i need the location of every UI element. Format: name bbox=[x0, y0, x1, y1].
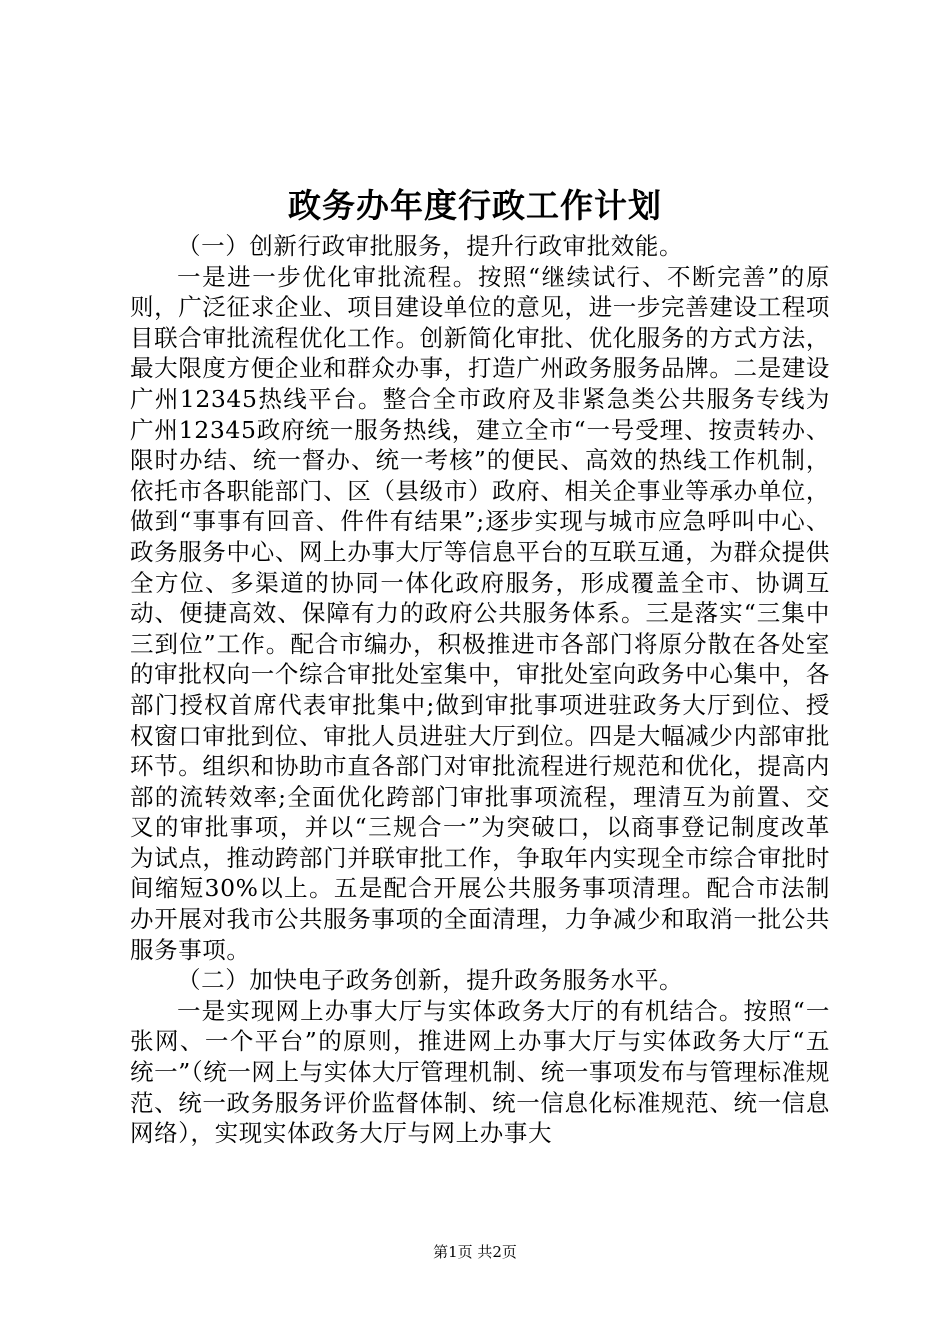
body-paragraph-2: 一是实现网上办事大厅与实体政务大厅的有机结合。按照“一张网、一个平台”的原则，推进网上办事大厅与实体政务大厅“五统一”（统一网上与实体大厅管理机制、统一事项发布与管理标准规范、统一政务服务评价监督体制、统一信息化标准规范、统一信息网络），实现实体政务大厅与网上办事大 bbox=[130, 996, 830, 1148]
document-title: 政务办年度行政工作计划 bbox=[288, 186, 662, 225]
section-heading-1: （一）创新行政审批服务，提升行政审批效能。 bbox=[177, 232, 684, 260]
section-heading-2: （二）加快电子政务创新，提升政务服务水平。 bbox=[177, 966, 684, 995]
document-body bbox=[130, 231, 830, 1149]
body-paragraph-1: 一是进一步优化审批流程。按照“继续试行、不断完善”的原则，广泛征求企业、项目建设单位的意见，进一步完善建设工程项目联合审批流程优化工作。创新简化审批、优化服务的方式方法，最大限度方便企业和群众办事，打造广州政务服务品牌。二是建设广州12345热线平台。整合全市政府及非紧急类公共服务专线为广州12345政府统一服务热线，建立全市“一号受理、按责转办、限时办结、统一督办、统一考核”的便民、高效的热线工作机制，依托市各职能部门、区（县级市）政府、相关企事业等承办单位，做到“事事有回音、件件有结果”;逐步实现与城市应急呼叫中心、政务服务中心、网上办事大厅等信息平台的互联互通，为群众提供全方位、多渠道的协同一体化政府服务，形成覆盖全市、协调互动、便捷高效、保障有力的政府公共服务体系。三是落实“三集中三到位”工作。配合市编办，积极推进市各部门将原分散在各处室的审批权向一个综合审批处室集中，审批处室向政务中心集中，各部门授权首席代表审批集中;做到审批事项进驻政务大厅到位、授权窗口审批到位、审批人员进驻大厅到位。四是大幅减少内部审批环节。组织和协助市直各部门对审批流程进行规范和优化，提高内部的流转效率;全面优化跨部门审批事项流程，理清互为前置、交叉的审批事项，并以“三规合一”为突破口，以商事登记制度改革为试点，推动跨部门并联审批工作，争取年内实现全市综合审批时间缩短30%以上。五是配合开展公共服务事项清理。配合市法制办开展对我市公共服务事项的全面清理，力争减少和取消一批公共服务事项。 bbox=[130, 262, 830, 964]
page-number-footer: 第1页 共2页 bbox=[433, 1243, 517, 1261]
